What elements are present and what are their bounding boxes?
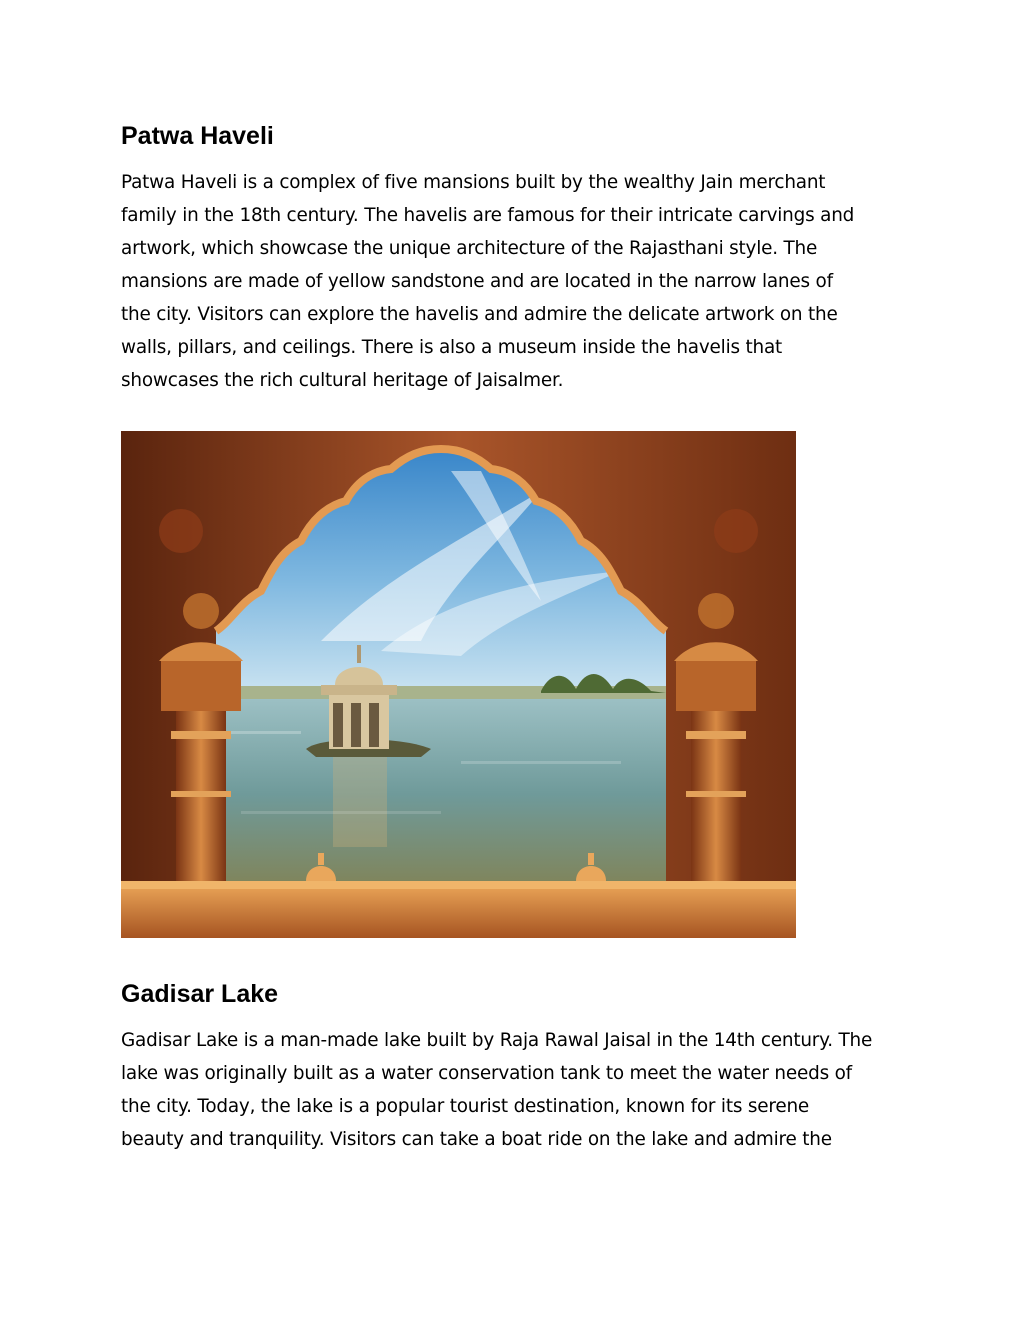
paragraph-line: the city. Visitors can explore the havelis and admire the delicate artwork on the [121, 304, 838, 325]
section-heading-gadisar-lake: Gadisar Lake [121, 980, 279, 1008]
section-paragraph-gadisar-lake [121, 1024, 921, 1156]
paragraph-line: showcases the rich cultural heritage of Jaisalmer. [121, 370, 564, 391]
paragraph-line: Patwa Haveli is a complex of five mansions built by the wealthy Jain merchant [121, 172, 826, 193]
section-paragraph-patwa-haveli [121, 166, 921, 397]
gadisar-lake-arch-photo [121, 431, 796, 938]
paragraph-line: lake was originally built as a water conservation tank to meet the water needs of [121, 1063, 852, 1084]
paragraph-line: beauty and tranquility. Visitors can take a boat ride on the lake and admire the [121, 1129, 832, 1150]
paragraph-line: the city. Today, the lake is a popular tourist destination, known for its serene [121, 1096, 810, 1117]
paragraph-line: mansions are made of yellow sandstone and are located in the narrow lanes of [121, 271, 833, 292]
paragraph-line: family in the 18th century. The havelis are famous for their intricate carvings and [121, 205, 855, 226]
section-heading-patwa-haveli: Patwa Haveli [121, 122, 274, 150]
paragraph-line: walls, pillars, and ceilings. There is also a museum inside the havelis that [121, 337, 783, 358]
paragraph-line: artwork, which showcase the unique architecture of the Rajasthani style. The [121, 238, 818, 259]
paragraph-line: Gadisar Lake is a man-made lake built by Raja Rawal Jaisal in the 14th century. The [121, 1030, 873, 1051]
